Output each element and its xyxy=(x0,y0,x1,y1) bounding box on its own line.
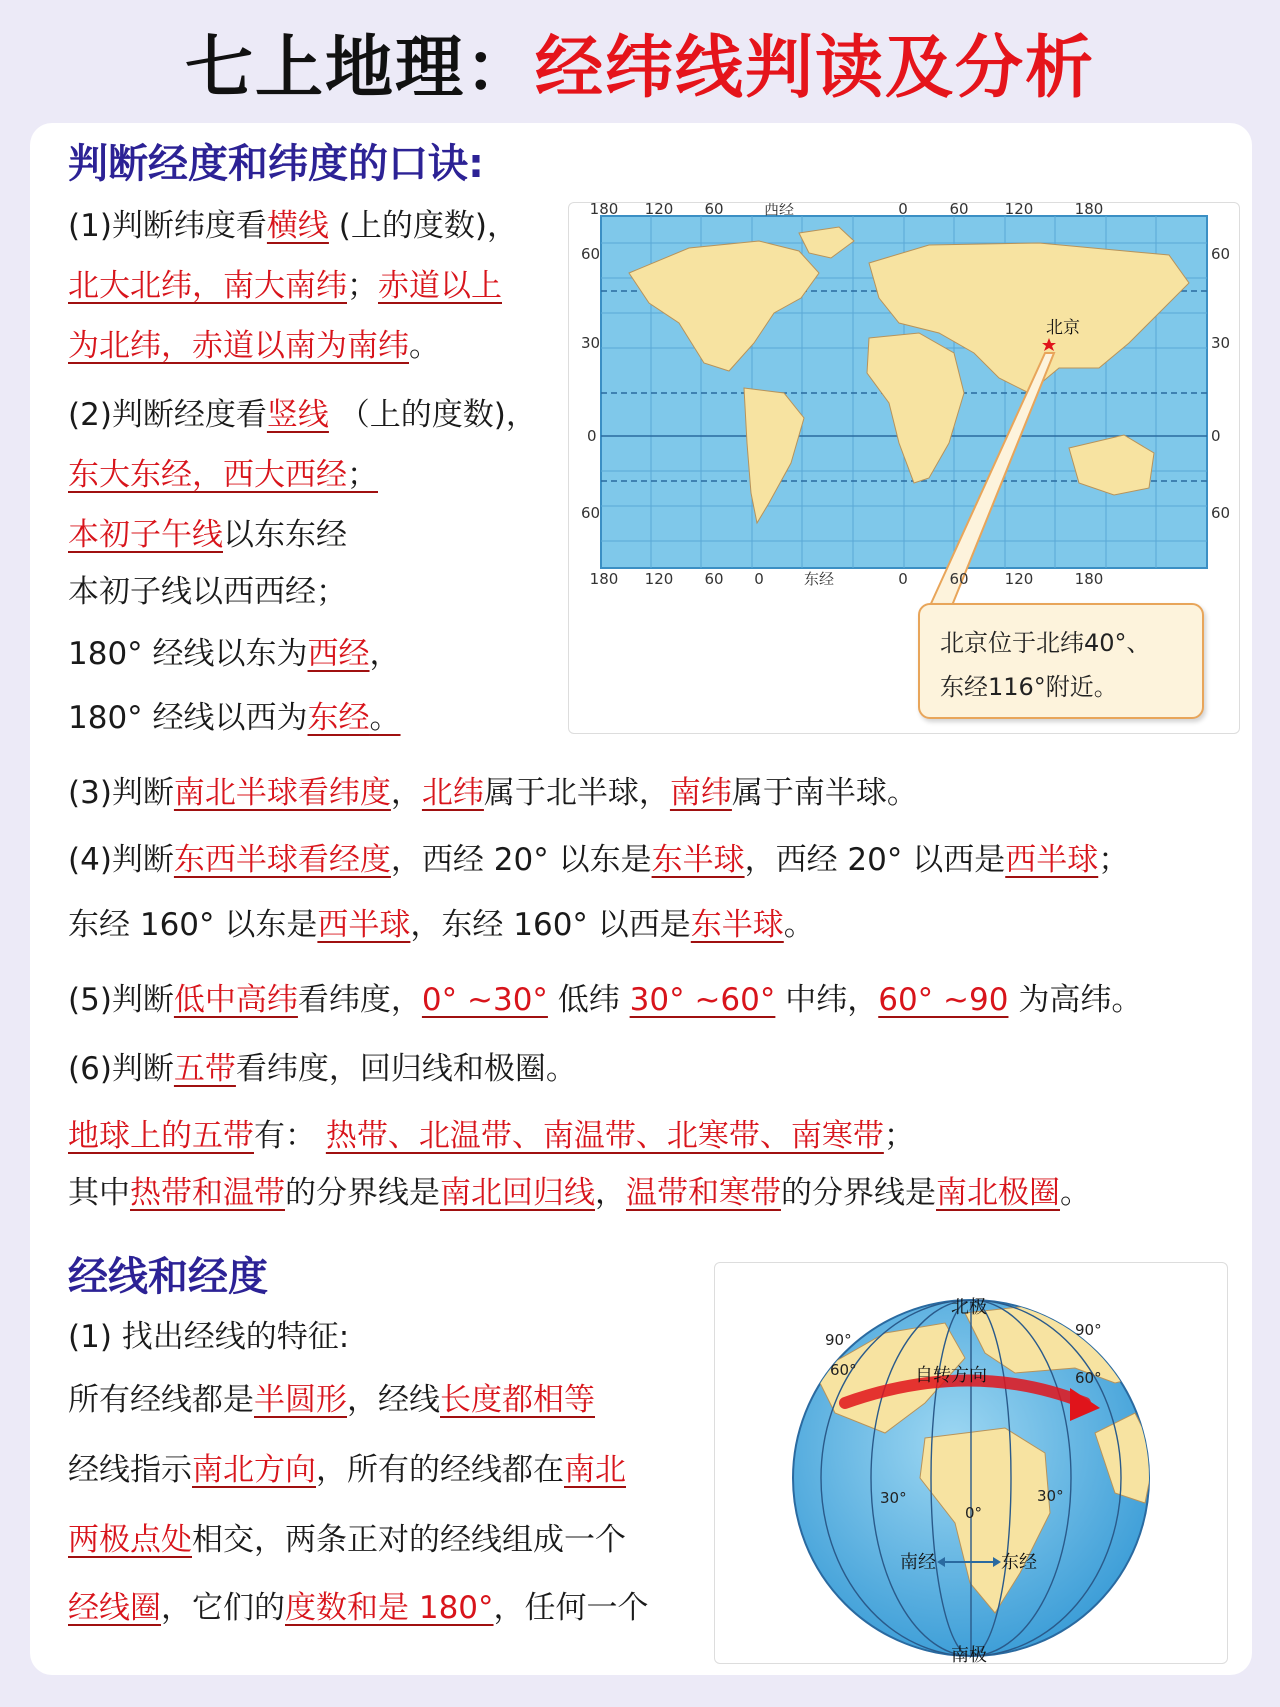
svg-text:180: 180 xyxy=(1074,203,1104,218)
svg-text:0°: 0° xyxy=(965,1504,983,1522)
svg-text:180: 180 xyxy=(589,203,619,218)
meridian-line-5: 经线圈，它们的度数和是 180°，任何一个 xyxy=(68,1590,649,1626)
meridian-line-1: (1) 找出经线的特征: xyxy=(68,1319,350,1355)
meridian-line-3: 经线指示南北方向，所有的经线都在南北 xyxy=(68,1452,626,1488)
svg-text:0: 0 xyxy=(898,203,908,218)
svg-text:30: 30 xyxy=(581,334,601,352)
svg-text:30°: 30° xyxy=(880,1489,907,1507)
rule-line-9: 180° 经线以西为东经。 xyxy=(68,700,401,736)
svg-text:60: 60 xyxy=(704,203,724,218)
svg-text:60: 60 xyxy=(1211,245,1231,263)
rule-line-1: (1)判断纬度看横线 (上的度数)， xyxy=(68,208,518,244)
callout-line-2: 东经116°附近。 xyxy=(940,673,1118,701)
rule-line-5: 东大东经，西大西经； xyxy=(68,457,378,493)
svg-text:120: 120 xyxy=(1004,570,1034,588)
svg-text:60°: 60° xyxy=(830,1361,857,1379)
svg-text:自转方向: 自转方向 xyxy=(915,1365,987,1386)
svg-text:0: 0 xyxy=(587,427,597,445)
rule-line-16: 其中热带和温带的分界线是南北回归线，温带和寒带的分界线是南北极圈。 xyxy=(68,1175,1091,1211)
svg-text:0: 0 xyxy=(1211,427,1221,445)
svg-text:120: 120 xyxy=(644,203,674,218)
globe-diagram xyxy=(715,1263,1227,1663)
svg-text:0: 0 xyxy=(754,570,764,588)
svg-text:60°: 60° xyxy=(1075,1369,1102,1387)
beijing-callout xyxy=(918,603,1204,719)
svg-text:东经: 东经 xyxy=(1001,1552,1037,1573)
rule-line-11: (4)判断东西半球看经度，西经 20° 以东是东半球，西经 20° 以西是西半球； xyxy=(68,842,1130,878)
svg-text:南经: 南经 xyxy=(900,1552,936,1573)
rule-line-14: (6)判断五带看纬度，回归线和极圈。 xyxy=(68,1051,577,1087)
svg-text:西经: 西经 xyxy=(763,203,795,218)
title-black: 七上地理： xyxy=(184,29,535,108)
rule-line-8: 180° 经线以东为西经， xyxy=(68,636,401,672)
svg-text:60: 60 xyxy=(581,504,601,522)
svg-text:东经: 东经 xyxy=(803,570,835,588)
rule-line-2: 北大北纬，南大南纬；赤道以上 xyxy=(68,268,502,304)
svg-text:180: 180 xyxy=(1074,570,1104,588)
svg-text:120: 120 xyxy=(644,570,674,588)
svg-text:180: 180 xyxy=(589,570,619,588)
title-red: 经纬线判读及分析 xyxy=(535,29,1096,108)
section1-heading: 判断经度和纬度的口诀: xyxy=(68,141,484,187)
svg-text:南极: 南极 xyxy=(951,1645,987,1663)
rule-line-4: (2)判断经度看竖线 （上的度数)， xyxy=(68,397,537,433)
svg-text:30: 30 xyxy=(1211,334,1231,352)
svg-text:60: 60 xyxy=(949,203,969,218)
svg-text:60: 60 xyxy=(581,245,601,263)
svg-text:90°: 90° xyxy=(825,1331,852,1349)
callout-line-1: 北京位于北纬40°、 xyxy=(940,629,1151,657)
rule-line-10: (3)判断南北半球看纬度，北纬属于北半球，南纬属于南半球。 xyxy=(68,775,918,811)
svg-text:90°: 90° xyxy=(1075,1321,1102,1339)
rule-line-13: (5)判断低中高纬看纬度，0° ~30° 低纬 30° ~60° 中纬，60° ~90 为高纬。 xyxy=(68,982,1143,1018)
svg-text:30°: 30° xyxy=(1037,1487,1064,1505)
rule-line-6: 本初子午线以东东经 xyxy=(68,517,347,553)
meridian-line-4: 两极点处相交，两条正对的经线组成一个 xyxy=(68,1522,626,1558)
svg-text:60: 60 xyxy=(704,570,724,588)
globe-panel xyxy=(714,1262,1228,1664)
svg-text:60: 60 xyxy=(1211,504,1231,522)
rule-line-12: 东经 160° 以东是西半球，东经 160° 以西是东半球。 xyxy=(68,907,815,943)
meridian-line-2: 所有经线都是半圆形，经线长度都相等 xyxy=(68,1382,595,1418)
svg-text:120: 120 xyxy=(1004,203,1034,218)
section2-heading: 经线和经度 xyxy=(68,1254,268,1300)
svg-text:0: 0 xyxy=(898,570,908,588)
rule-line-7: 本初子线以西西经； xyxy=(68,574,347,610)
page-title xyxy=(0,14,1280,111)
rule-line-3: 为北纬，赤道以南为南纬。 xyxy=(68,328,440,364)
beijing-label: 北京 xyxy=(1046,318,1080,338)
svg-text:北极: 北极 xyxy=(951,1297,987,1318)
rule-line-15: 地球上的五带有： 热带、北温带、南温带、北寒带、南寒带； xyxy=(68,1118,915,1154)
svg-text:60: 60 xyxy=(949,570,969,588)
